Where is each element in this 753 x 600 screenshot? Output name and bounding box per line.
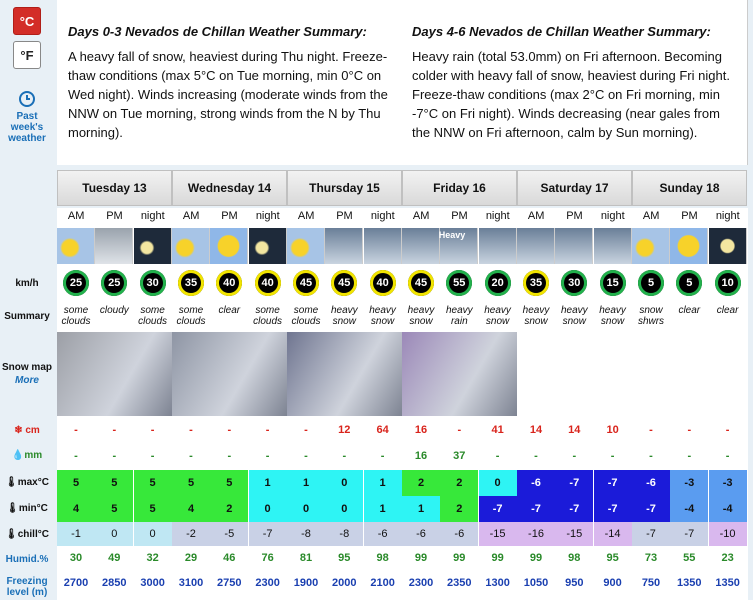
period-label: AM — [642, 210, 660, 222]
period-label: night — [600, 210, 625, 222]
max-temp-value: 5 — [95, 470, 133, 496]
wind-speed-badge: 30 — [561, 270, 587, 296]
min-temp-value: -4 — [670, 496, 708, 522]
forecast-description: heavy snow — [407, 305, 435, 327]
forecast-description: heavy snow — [330, 305, 358, 327]
max-temp-value: 5 — [210, 470, 248, 496]
period-label: night — [255, 210, 280, 222]
day-header: Sunday 18 — [632, 170, 747, 206]
summary-text: A heavy fall of snow, heaviest during Thu night. Freeze-thaw conditions (max 5°C on Tue morning, min 0°C on Wed night). Winds increasing (moderate winds from the NNW on Tue morning, strong winds from the N by Thu morning). — [68, 49, 388, 140]
weather-icon — [57, 228, 95, 264]
rain-value: - — [112, 450, 117, 462]
raindrop-icon: 💧 — [11, 450, 25, 461]
snow-value: - — [457, 424, 462, 436]
forecast-description: some clouds — [253, 305, 283, 327]
wind-speed-badge: 45 — [408, 270, 434, 296]
wind-speed-badge: 30 — [140, 270, 166, 296]
heavy-label: Heavy — [438, 230, 466, 240]
day-header: Tuesday 13 — [57, 170, 172, 206]
humidity-value: 55 — [683, 552, 696, 564]
rain-value: - — [189, 450, 193, 462]
thermometer-icon: 🌡 — [5, 529, 18, 540]
forecast-description: snow shwrs — [637, 305, 665, 327]
freezing-level-value: 1350 — [715, 577, 740, 589]
summary-row-label: Summary — [4, 311, 50, 322]
forecast-description: clear — [678, 305, 701, 316]
min-temp-value: -7 — [555, 496, 593, 522]
snowflake-icon: ❄ — [14, 425, 26, 436]
weather-icon — [594, 228, 632, 264]
snow-map[interactable] — [402, 332, 517, 416]
humidity-value: 99 — [414, 552, 428, 564]
max-temp-value: -7 — [594, 470, 632, 496]
wind-speed-badge: 20 — [485, 270, 511, 296]
humidity-row-label: Humid.% — [5, 554, 49, 565]
max-temp-value: 1 — [287, 470, 325, 496]
rain-value: - — [649, 450, 653, 462]
humidity-value: 49 — [108, 552, 121, 564]
wind-speed-badge: 15 — [600, 270, 626, 296]
chill-value: -6 — [364, 522, 402, 546]
min-row-label — [0, 503, 54, 514]
freezing-level-value: 750 — [641, 577, 661, 589]
snow-value: - — [189, 424, 193, 436]
min-temp-value: 4 — [57, 496, 95, 522]
period-label: night — [485, 210, 510, 222]
wind-speed-badge: 40 — [370, 270, 396, 296]
forecast-description: heavy snow — [599, 305, 626, 327]
rain-value: - — [74, 450, 78, 462]
min-temp-value: -7 — [632, 496, 670, 522]
wind-speed-badge: 10 — [715, 270, 741, 296]
humidity-value: 30 — [69, 552, 83, 564]
rain-value: - — [380, 450, 385, 462]
day-header: Friday 16 — [402, 170, 517, 206]
chill-unit: chill°C — [17, 529, 49, 540]
thermometer-icon: 🌡 — [5, 477, 18, 488]
wind-speed-badge: 40 — [255, 270, 281, 296]
snow-value: - — [227, 424, 232, 436]
wind-speed-badge: 40 — [216, 270, 242, 296]
past-weather-link[interactable] — [2, 90, 52, 144]
snow-value: - — [265, 424, 270, 436]
freezing-level-value: 2700 — [63, 577, 89, 589]
period-label: PM — [566, 210, 583, 222]
celsius-button[interactable]: °C — [13, 7, 41, 35]
weather-icon — [555, 228, 593, 264]
rain-value: - — [725, 450, 730, 462]
chill-value: -16 — [517, 522, 555, 546]
freezing-level-value: 1900 — [293, 577, 319, 589]
chill-value: 0 — [95, 522, 133, 546]
freezing-level-value: 900 — [603, 577, 622, 589]
humidity-value: 46 — [223, 552, 236, 564]
period-label: AM — [412, 210, 430, 222]
period-label: PM — [451, 210, 468, 222]
min-temp-value: 4 — [172, 496, 210, 522]
min-temp-value: 0 — [287, 496, 325, 522]
freezing-level-value: 2350 — [447, 577, 472, 589]
weather-icon — [709, 228, 747, 264]
humidity-value: 98 — [376, 552, 389, 564]
day-header: Saturday 17 — [517, 170, 632, 206]
period-label: AM — [182, 210, 200, 222]
summary-days-4-6 — [412, 22, 737, 142]
forecast-description: cloudy — [99, 305, 129, 316]
chill-value: -15 — [555, 522, 593, 546]
summary-text: Heavy rain (total 53.0mm) on Fri afternoon. Becoming colder with heavy fall of snow, heaviest during Fri night. Freeze-thaw conditions (max 2°C on Fri morning, min -7°C on Fri night). Winds decreasing (near gales from the NNW on Fri afternoon, calm by Sun morning). — [412, 49, 730, 140]
humidity-value: 95 — [338, 552, 351, 564]
rain-value: - — [150, 450, 155, 462]
period-label: AM — [527, 210, 545, 222]
rain-value: - — [227, 450, 232, 462]
chill-value: -8 — [325, 522, 363, 546]
period-label: PM — [681, 210, 698, 222]
snow-map-row-label: Snow map — [1, 362, 52, 373]
period-label: PM — [221, 210, 238, 222]
wind-speed-badge: 25 — [63, 270, 89, 296]
wind-speed-badge: 45 — [293, 270, 319, 296]
weather-icon — [287, 228, 325, 264]
freezing-level-value: 2850 — [102, 577, 127, 589]
rain-row-label — [0, 450, 54, 461]
forecast-description: heavy snow — [560, 305, 588, 327]
day-header: Wednesday 14 — [172, 170, 287, 206]
forecast-description: heavy snow — [522, 305, 550, 327]
max-temp-value: 2 — [440, 470, 478, 496]
min-temp-value: 1 — [402, 496, 440, 522]
rain-value: - — [534, 450, 538, 462]
min-temp-value: 5 — [95, 496, 133, 522]
past-weather-label: Past week's weather — [8, 111, 46, 144]
weather-icon — [95, 228, 133, 264]
chill-value: -6 — [402, 522, 440, 546]
weather-icon — [670, 228, 708, 264]
weather-icon — [172, 228, 210, 264]
chill-value: -7 — [632, 522, 670, 546]
wind-speed-badge: 45 — [331, 270, 357, 296]
weather-icon — [632, 228, 670, 264]
freezing-level-value: 1350 — [677, 577, 702, 589]
forecast-description: heavy snow — [369, 305, 396, 327]
max-temp-value: 0 — [479, 470, 517, 496]
clock-icon — [18, 90, 36, 108]
freezing-level-value: 2300 — [255, 577, 280, 589]
forecast-description: heavy snow — [484, 305, 511, 327]
humidity-value: 99 — [529, 552, 543, 564]
snow-value: - — [304, 424, 308, 436]
max-temp-value: -7 — [555, 470, 593, 496]
humidity-value: 73 — [644, 552, 658, 564]
snow-value: - — [649, 424, 653, 436]
period-label: PM — [336, 210, 353, 222]
chill-value: -15 — [479, 522, 517, 546]
weather-icon — [479, 228, 517, 264]
snow-value: - — [112, 424, 117, 436]
weather-icon — [249, 228, 287, 264]
snow-value: 41 — [491, 424, 504, 436]
max-temp-value: -6 — [632, 470, 670, 496]
min-temp-value: 0 — [325, 496, 363, 522]
min-temp-value: 0 — [249, 496, 287, 522]
chill-value: -10 — [709, 522, 747, 546]
max-temp-value: 1 — [364, 470, 402, 496]
min-temp-value: -7 — [479, 496, 517, 522]
rain-value: - — [265, 450, 270, 462]
period-label: PM — [106, 210, 123, 222]
rain-value: - — [342, 450, 347, 462]
snow-map[interactable] — [287, 332, 402, 416]
snow-value: 14 — [529, 424, 543, 436]
wind-speed-badge: 25 — [101, 270, 127, 296]
max-row-label — [0, 477, 54, 488]
chill-value: -1 — [57, 522, 95, 546]
min-unit: min°C — [18, 503, 48, 514]
wind-speed-badge: 35 — [178, 270, 204, 296]
weather-icon — [364, 228, 402, 264]
max-temp-value: 2 — [402, 470, 440, 496]
snow-value: 64 — [376, 424, 389, 436]
humidity-value: 32 — [146, 552, 159, 564]
snow-value: - — [74, 424, 78, 436]
chill-value: -2 — [172, 522, 210, 546]
snow-map[interactable] — [57, 332, 172, 416]
snow-unit: cm — [25, 425, 40, 436]
forecast-description: some clouds — [176, 305, 206, 327]
rain-value: - — [687, 450, 692, 462]
max-temp-value: -6 — [517, 470, 555, 496]
period-label: AM — [297, 210, 315, 222]
freezing-level-value: 3100 — [178, 577, 204, 589]
forecast-description: clear — [218, 305, 241, 316]
snow-value: 12 — [338, 424, 351, 436]
humidity-value: 81 — [299, 552, 313, 564]
min-temp-value: -4 — [709, 496, 747, 522]
humidity-value: 76 — [261, 552, 274, 564]
chill-value: -14 — [594, 522, 632, 546]
snow-map[interactable] — [172, 332, 287, 416]
rain-value: 37 — [453, 450, 466, 462]
forecast-description: heavy rain — [445, 305, 473, 327]
forecast-description: some clouds — [291, 305, 321, 327]
max-temp-value: 5 — [172, 470, 210, 496]
forecast-description: clear — [716, 305, 739, 316]
max-temp-value: 5 — [134, 470, 172, 496]
wind-speed-badge: 35 — [523, 270, 549, 296]
chill-value: -5 — [210, 522, 248, 546]
max-temp-value: 5 — [57, 470, 95, 496]
freezing-level-value: 3000 — [140, 577, 165, 589]
humidity-value: 98 — [568, 552, 581, 564]
max-temp-value: 0 — [325, 470, 363, 496]
chill-row-label — [0, 529, 54, 540]
weather-icon — [210, 228, 248, 264]
freezing-level-value: 2750 — [217, 577, 242, 589]
wind-speed-badge: 5 — [638, 270, 664, 296]
max-temp-value: -3 — [670, 470, 708, 496]
summary-title: Days 4-6 Nevados de Chillan Weather Summary: — [412, 24, 711, 39]
forecast-description: some clouds — [138, 305, 168, 327]
weather-icon — [134, 228, 172, 264]
summary-days-0-3 — [68, 22, 388, 142]
snow-value: - — [725, 424, 730, 436]
rain-unit: mm — [24, 450, 43, 461]
chill-value: -7 — [249, 522, 287, 546]
humidity-value: 99 — [491, 552, 504, 564]
snow-value: - — [687, 424, 692, 436]
freezing-level-value: 1300 — [485, 577, 510, 589]
period-label: night — [715, 210, 740, 222]
rain-value: - — [304, 450, 308, 462]
freezing-level-value: 2100 — [370, 577, 395, 589]
snow-value: 10 — [606, 424, 619, 436]
snow-value: 14 — [568, 424, 581, 436]
snow-value: 16 — [414, 424, 428, 436]
max-unit: max°C — [17, 477, 49, 488]
period-label: AM — [67, 210, 85, 222]
period-label: night — [140, 210, 165, 222]
humidity-value: 95 — [606, 552, 619, 564]
max-temp-value: -3 — [709, 470, 747, 496]
snow-value: - — [150, 424, 155, 436]
freezing-row-label: Freezing level (m) — [6, 576, 48, 598]
day-header: Thursday 15 — [287, 170, 402, 206]
chill-value: 0 — [134, 522, 172, 546]
freezing-level-value: 1050 — [523, 577, 549, 589]
weather-icon — [325, 228, 363, 264]
humidity-value: 29 — [184, 552, 198, 564]
freezing-level-value: 2300 — [408, 577, 434, 589]
period-label: night — [370, 210, 395, 222]
rain-value: - — [610, 450, 615, 462]
freezing-level-value: 950 — [565, 577, 584, 589]
wind-row-label: km/h — [15, 278, 39, 289]
fahrenheit-button[interactable]: °F — [13, 41, 41, 69]
min-temp-value: 5 — [134, 496, 172, 522]
min-temp-value: -7 — [594, 496, 632, 522]
min-temp-value: 1 — [364, 496, 402, 522]
chill-value: -8 — [287, 522, 325, 546]
weather-summary — [57, 0, 748, 165]
chill-value: -6 — [440, 522, 478, 546]
rain-value: - — [572, 450, 577, 462]
thermometer-icon: 🌡 — [6, 503, 19, 514]
wind-speed-badge: 55 — [446, 270, 472, 296]
max-temp-value: 1 — [249, 470, 287, 496]
chill-value: -7 — [670, 522, 708, 546]
forecast-description: some clouds — [61, 305, 91, 327]
rain-value: - — [495, 450, 500, 462]
wind-speed-badge: 5 — [676, 270, 702, 296]
humidity-value: 99 — [453, 552, 466, 564]
min-temp-value: -7 — [517, 496, 555, 522]
summary-title: Days 0-3 Nevados de Chillan Weather Summary: — [68, 24, 367, 39]
snow-row-label — [0, 425, 54, 436]
min-temp-value: 2 — [210, 496, 248, 522]
humidity-value: 23 — [721, 552, 734, 564]
weather-icon — [517, 228, 555, 264]
freezing-level-value: 2000 — [332, 577, 357, 589]
snow-map-more-link[interactable]: More — [15, 375, 39, 386]
min-temp-value: 2 — [440, 496, 478, 522]
rain-value: 16 — [414, 450, 428, 462]
